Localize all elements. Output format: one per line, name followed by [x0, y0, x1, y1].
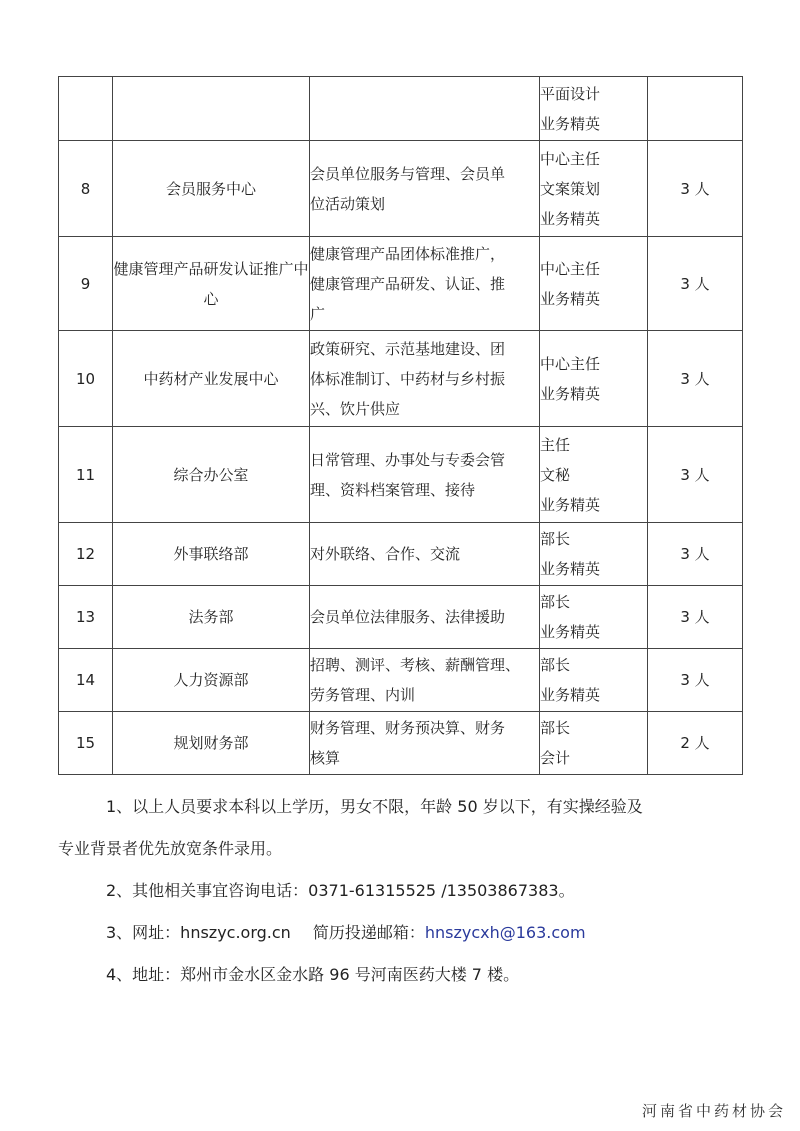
- table-row: [59, 649, 743, 712]
- staff-table: [58, 76, 743, 775]
- table-row: [59, 586, 743, 649]
- headcount: 2 人: [648, 712, 743, 775]
- row-number: 13: [59, 586, 113, 649]
- department-duties: [310, 523, 540, 586]
- headcount: 3 人: [648, 237, 743, 331]
- headcount: 3 人: [648, 427, 743, 523]
- headcount: 3 人: [648, 649, 743, 712]
- position-item: 中心主任: [540, 259, 601, 278]
- department-duties: [310, 586, 540, 649]
- row-number: 9: [59, 237, 113, 331]
- note-3: [58, 912, 748, 954]
- position-item: 部长: [540, 530, 571, 548]
- headcount: 3 人: [648, 331, 743, 427]
- row-number: 11: [59, 427, 113, 523]
- duty-line: 核算: [310, 749, 341, 767]
- positions: [540, 649, 648, 712]
- department-name: 规划财务部: [113, 712, 310, 775]
- positions: [540, 77, 648, 141]
- table-row: [59, 523, 743, 586]
- position-item: 部长: [540, 593, 571, 611]
- department-name: 综合办公室: [113, 427, 310, 523]
- position-item: 文秘: [540, 465, 571, 484]
- headcount: 3 人: [648, 586, 743, 649]
- duty-line: 劳务管理、内训: [310, 686, 416, 704]
- department-name: 人力资源部: [113, 649, 310, 712]
- position-item: 业务精英: [540, 495, 601, 514]
- duty-line: 体标准制订、中药材与乡村振: [310, 369, 506, 388]
- position-item: 业务精英: [540, 623, 601, 641]
- positions: [540, 427, 648, 523]
- department-name: 中药材产业发展中心: [113, 331, 310, 427]
- position-item: 平面设计: [540, 84, 601, 103]
- position-item: 部长: [540, 719, 571, 737]
- department-name: 法务部: [113, 586, 310, 649]
- note-4: 4、地址：郑州市金水区金水路 96 号河南医药大楼 7 楼。: [106, 965, 520, 984]
- positions: [540, 586, 648, 649]
- department-duties: [310, 237, 540, 331]
- duty-line: 健康管理产品研发、认证、推: [310, 274, 506, 293]
- table-row: [59, 77, 743, 141]
- department-name: 外事联络部: [113, 523, 310, 586]
- department-name: 会员服务中心: [113, 141, 310, 237]
- positions: [540, 331, 648, 427]
- duty-line: 招聘、测评、考核、薪酬管理、: [310, 656, 521, 674]
- website-text: 3、网址：hnszyc.org.cn: [106, 923, 291, 942]
- table-row: [59, 141, 743, 237]
- position-item: 文案策划: [540, 179, 601, 198]
- position-item: 中心主任: [540, 149, 601, 168]
- row-number: 15: [59, 712, 113, 775]
- duty-line: 会员单位服务与管理、会员单: [310, 164, 506, 183]
- department-duties: [310, 141, 540, 237]
- position-item: 会计: [540, 749, 571, 767]
- duty-line: 会员单位法律服务、法律援助: [310, 608, 506, 626]
- positions: [540, 523, 648, 586]
- note-1-line-2: 专业背景者优先放宽条件录用。: [58, 839, 283, 858]
- department-name: [113, 77, 310, 141]
- department-duties: [310, 77, 540, 141]
- positions: [540, 141, 648, 237]
- department-duties: [310, 427, 540, 523]
- duty-line: 健康管理产品团体标准推广，: [310, 244, 506, 263]
- row-number: 8: [59, 141, 113, 237]
- department-duties: [310, 649, 540, 712]
- duty-line: 理、资料档案管理、接待: [310, 480, 476, 499]
- notes: [58, 786, 748, 996]
- row-number: 10: [59, 331, 113, 427]
- duty-line: 财务管理、财务预决算、财务: [310, 719, 506, 737]
- positions: [540, 712, 648, 775]
- row-number: 14: [59, 649, 113, 712]
- row-number: [59, 77, 113, 141]
- table-row: [59, 331, 743, 427]
- positions: [540, 237, 648, 331]
- note-1-line-1: 1、以上人员要求本科以上学历，男女不限，年龄 50 岁以下，有实操经验及: [106, 797, 643, 816]
- position-item: 部长: [540, 656, 571, 674]
- headcount: 3 人: [648, 523, 743, 586]
- department-name: 健康管理产品研发认证推广中心: [113, 237, 310, 331]
- table-row: [59, 237, 743, 331]
- email-link[interactable]: hnszycxh@163.com: [424, 923, 586, 942]
- duty-line: 政策研究、示范基地建设、团: [310, 339, 506, 358]
- position-item: 业务精英: [540, 384, 601, 403]
- department-duties: [310, 712, 540, 775]
- department-duties: [310, 331, 540, 427]
- position-item: 业务精英: [540, 560, 601, 578]
- row-number: 12: [59, 523, 113, 586]
- table-row: [59, 427, 743, 523]
- position-item: 业务精英: [540, 289, 601, 308]
- duty-line: 对外联络、合作、交流: [310, 545, 461, 563]
- duty-line: 日常管理、办事处与专委会管: [310, 450, 506, 469]
- position-item: 业务精英: [540, 114, 601, 133]
- footer-org-name: 河南省中药材协会: [641, 1102, 786, 1120]
- duty-line: 位活动策划: [310, 194, 386, 213]
- position-item: 中心主任: [540, 354, 601, 373]
- headcount: 3 人: [648, 141, 743, 237]
- email-label: 简历投递邮箱：: [312, 923, 425, 942]
- position-item: 主任: [540, 435, 571, 454]
- position-item: 业务精英: [540, 686, 601, 704]
- position-item: 业务精英: [540, 209, 601, 228]
- duty-line: 兴、饮片供应: [310, 399, 401, 418]
- note-2: 2、其他相关事宜咨询电话：0371-61315525 /13503867383。: [106, 881, 575, 900]
- duty-line: 广: [310, 304, 326, 323]
- headcount: [648, 77, 743, 141]
- table-row: [59, 712, 743, 775]
